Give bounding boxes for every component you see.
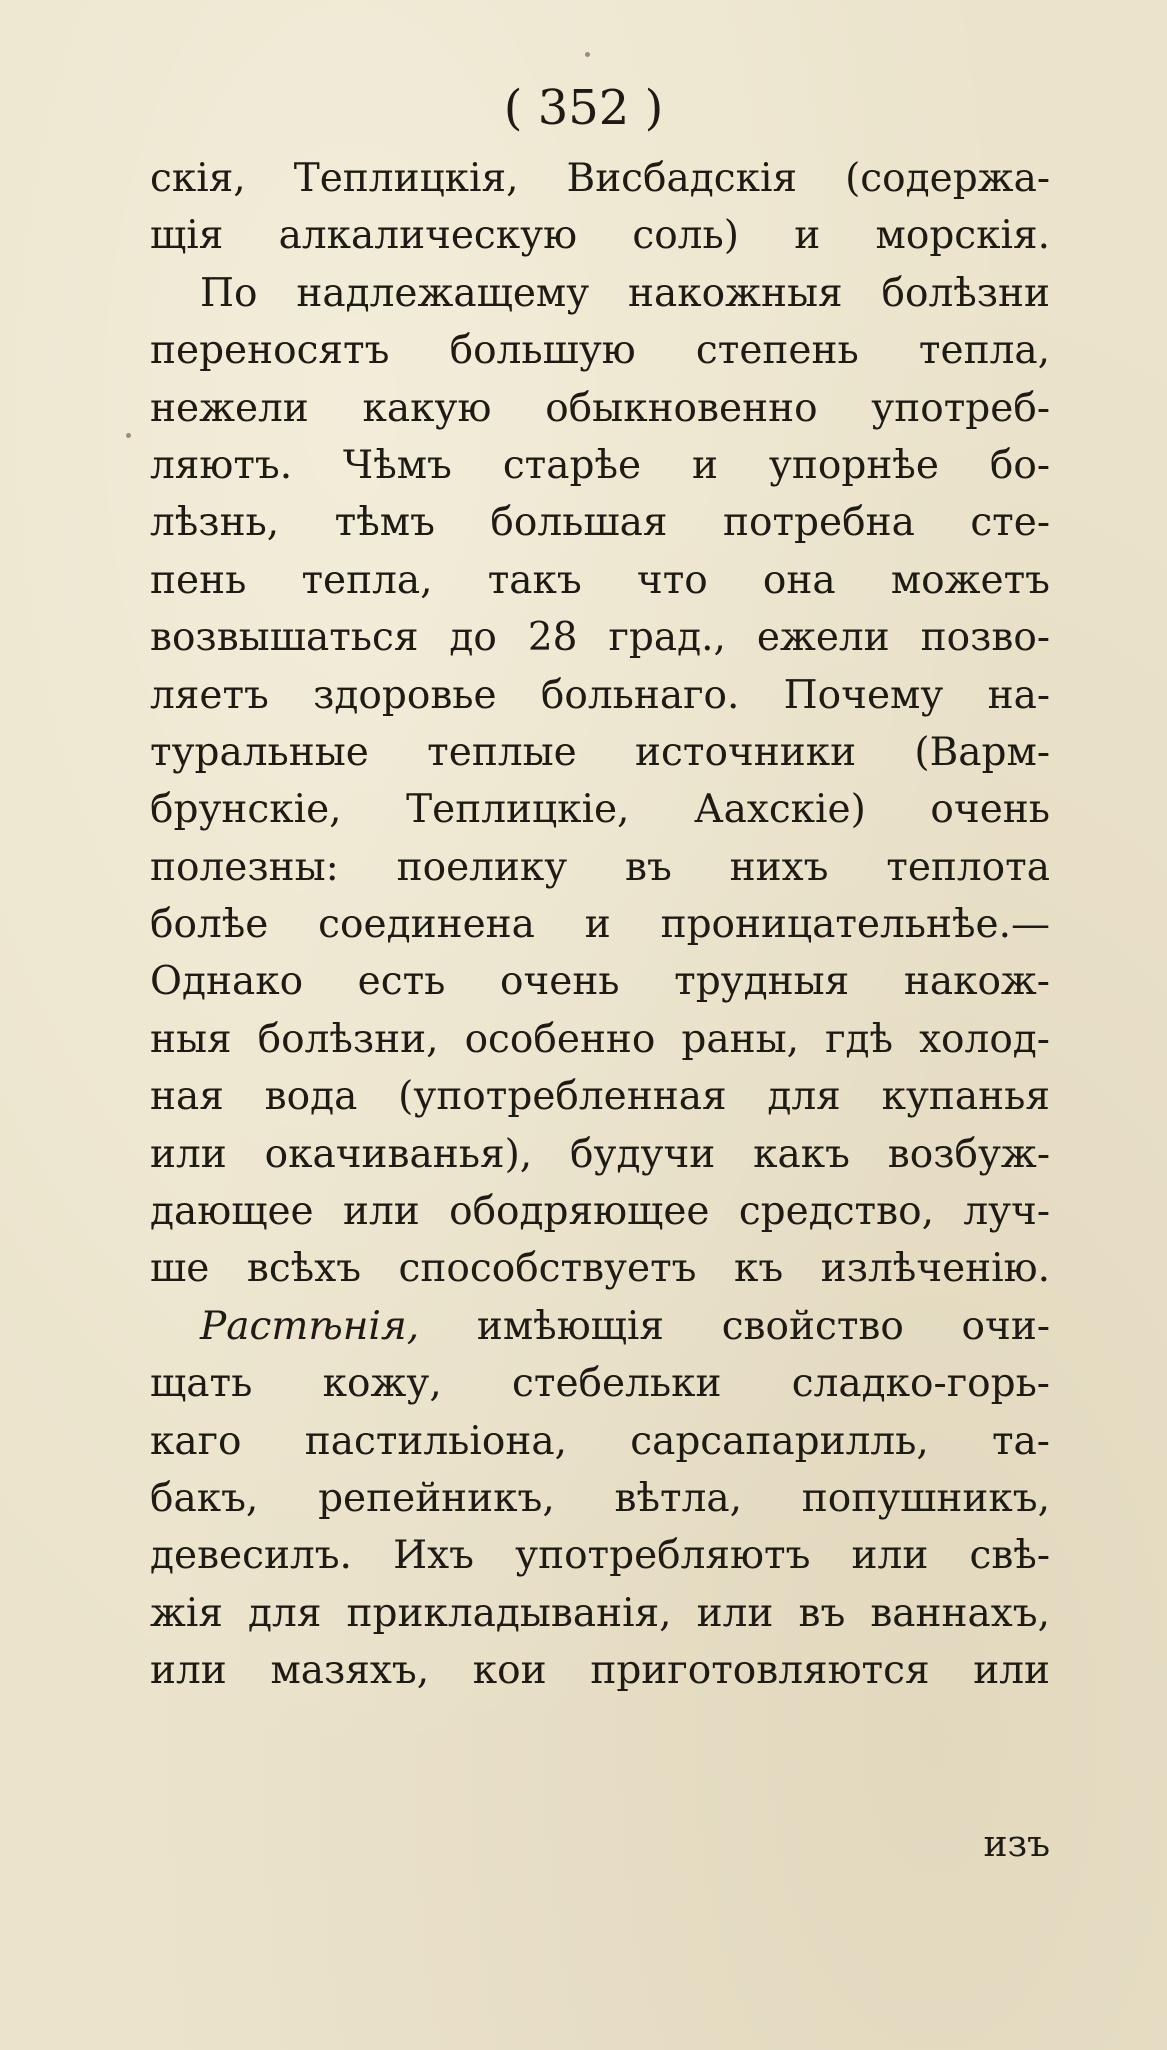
ink-speck <box>585 52 590 57</box>
text-line: жія для прикладыванія, или въ ваннахъ, <box>150 1590 1050 1636</box>
text-line: болѣе соединена и проницательнѣе.— <box>150 902 1050 948</box>
text-line: брунскіе, Теплицкіе, Аахскіе) очень <box>150 787 1050 833</box>
plants-term: Растѣнія, <box>200 1303 420 1349</box>
text-line: ная вода (употребленная для купанья <box>150 1074 1050 1120</box>
text-line: ше всѣхъ способствуетъ къ излѣченію. <box>150 1246 1050 1292</box>
ink-speck <box>126 433 131 438</box>
text-line: нежели какую обыкновенно употреб- <box>150 385 1050 431</box>
body-text <box>150 150 1050 1700</box>
catchword: изъ <box>983 1824 1050 1865</box>
text-line: скія, Теплицкія, Висбадскія (содержа- <box>150 156 1050 201</box>
text-line: или окачиванья), будучи какъ возбуж- <box>150 1131 1050 1177</box>
text-line: туральные теплые источники (Варм- <box>150 729 1050 775</box>
text-line: По надлежащему накожныя болѣзни <box>200 270 1050 316</box>
text-line: или мазяхъ, кои приготовляются или <box>150 1648 1050 1694</box>
text-line: каго пастильіона, сарсапарилль, та- <box>150 1418 1050 1464</box>
text-line: дающее или ободряющее средство, луч- <box>150 1189 1050 1235</box>
text-line <box>150 1298 1050 1355</box>
text-line: пень тепла, такъ что она можетъ <box>150 557 1050 603</box>
text-line: лѣзнь, тѣмъ большая потребна сте- <box>150 500 1050 546</box>
text-line: ныя болѣзни, особенно раны, гдѣ холод- <box>150 1016 1050 1062</box>
text-line: щія алкалическую соль) и морскія. <box>150 213 1050 259</box>
page-number: ( 352 ) <box>503 80 664 136</box>
text-line: ляетъ здоровье больнаго. Почему на- <box>150 672 1050 718</box>
text-line: переносятъ большую степень тепла, <box>150 328 1050 374</box>
text-line: Однако есть очень трудныя накож- <box>150 959 1050 1005</box>
text-line: девесилъ. Ихъ употребляютъ или свѣ- <box>150 1533 1050 1579</box>
text-line-rest: имѣющія свойство очи- <box>476 1303 1050 1349</box>
text-line: бакъ, репейникъ, вѣтла, попушникъ, <box>150 1475 1050 1521</box>
text-line: щать кожу, стебельки сладко-горь- <box>150 1361 1050 1407</box>
text-line: полезны: поелику въ нихъ теплота <box>150 844 1050 890</box>
text-line: возвышаться до 28 град., ежели позво- <box>150 615 1050 661</box>
text-line: ляютъ. Чѣмъ старѣе и упорнѣе бо- <box>150 442 1050 488</box>
